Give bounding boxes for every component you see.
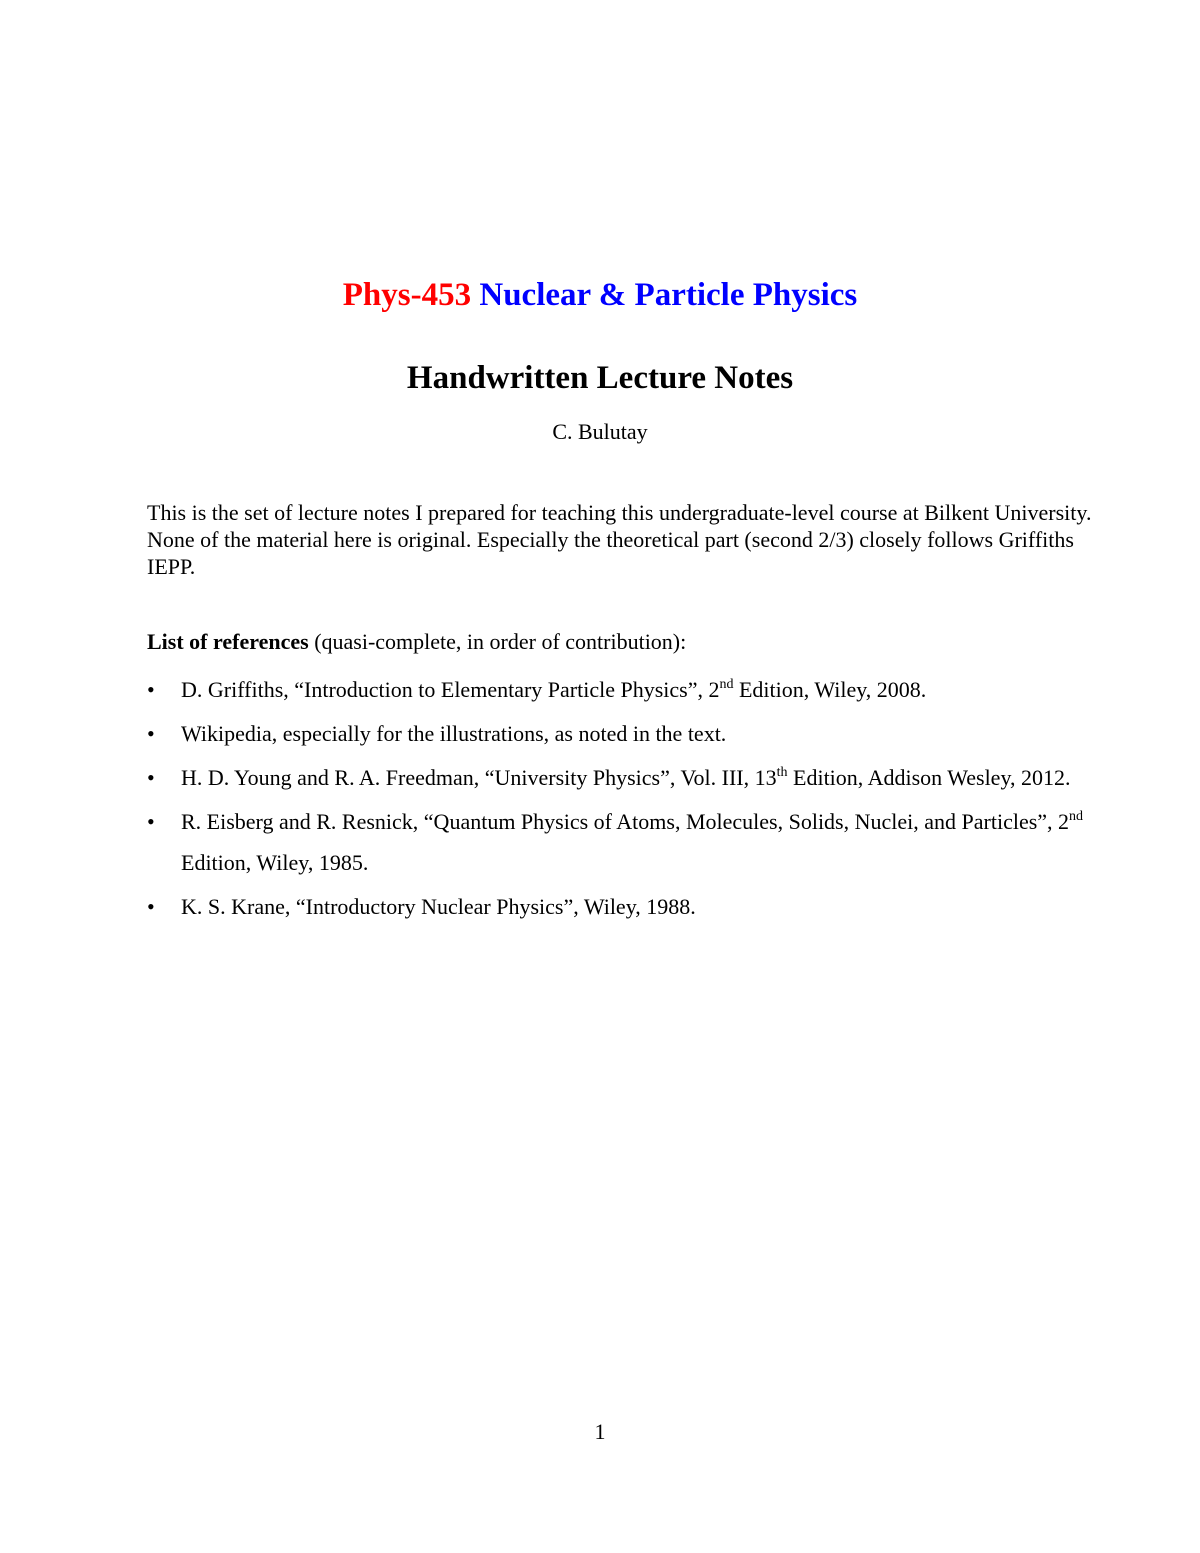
bullet-icon: • xyxy=(147,677,155,702)
document-title xyxy=(0,275,1200,315)
author-name: C. Bulutay xyxy=(552,419,648,444)
references-heading xyxy=(147,628,1097,656)
references-heading-label: List of references xyxy=(147,629,309,654)
reference-superscript: nd xyxy=(1069,809,1084,824)
reference-text-end: Edition, Addison Wesley, 2012. xyxy=(787,765,1071,790)
reference-text-start: R. Eisberg and R. Resnick, “Quantum Physics of Atoms, Molecules, Solids, Nuclei, and Particles”, 2 xyxy=(181,809,1070,834)
reference-text-start: K. S. Krane, “Introductory Nuclear Physics”, Wiley, 1988. xyxy=(181,894,696,919)
references-list xyxy=(147,669,1097,930)
course-code: Phys-453 xyxy=(342,277,472,313)
document-subtitle: Handwritten Lecture Notes xyxy=(406,360,794,396)
reference-item xyxy=(147,801,1097,883)
intro-paragraph: This is the set of lecture notes I prepared for teaching this undergraduate-level course at Bilkent University. None of the material here is original. Especially the theoretical part (second 2/3) closely follows Griffiths IEPP. xyxy=(147,500,1092,579)
bullet-icon: • xyxy=(147,894,155,919)
reference-item xyxy=(147,713,1097,754)
reference-item xyxy=(147,757,1097,798)
bullet-icon: • xyxy=(147,765,155,790)
bullet-icon: • xyxy=(147,721,155,746)
reference-item xyxy=(147,886,1097,927)
course-name: Nuclear & Particle Physics xyxy=(479,277,858,313)
reference-text-end: Edition, Wiley, 1985. xyxy=(181,850,369,875)
page-number: 1 xyxy=(594,1419,606,1444)
reference-item xyxy=(147,669,1097,710)
reference-text-start: D. Griffiths, “Introduction to Elementary Particle Physics”, 2 xyxy=(181,677,720,702)
bullet-icon: • xyxy=(147,809,155,834)
reference-text-start: Wikipedia, especially for the illustrations, as noted in the text. xyxy=(181,721,727,746)
reference-text-start: H. D. Young and R. A. Freedman, “University Physics”, Vol. III, 13 xyxy=(181,765,777,790)
references-heading-note: (quasi-complete, in order of contribution): xyxy=(308,629,687,654)
reference-superscript: th xyxy=(776,765,788,780)
reference-text-end: Edition, Wiley, 2008. xyxy=(733,677,927,702)
reference-superscript: nd xyxy=(719,677,734,692)
